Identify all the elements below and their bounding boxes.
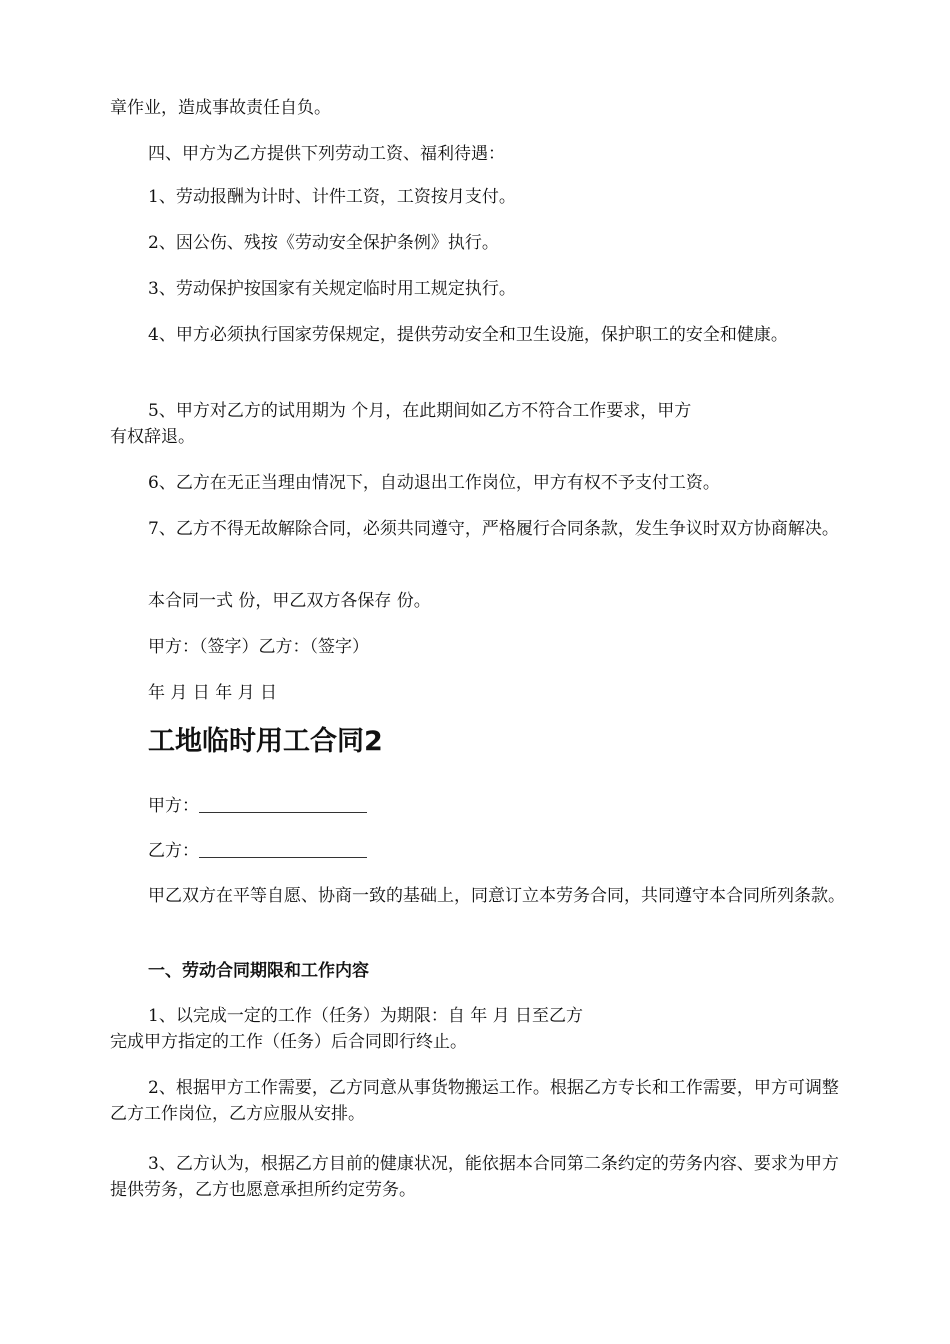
- paragraph-item-4: 4、甲方必须执行国家劳保规定，提供劳动安全和卫生设施，保护职工的安全和健康。: [148, 325, 788, 345]
- party-a-label: 甲方：: [148, 796, 199, 816]
- paragraph-intro: 甲乙双方在平等自愿、协商一致的基础上，同意订立本劳务合同，共同遵守本合同所列条款。: [148, 886, 845, 906]
- party-b-label: 乙方：: [148, 841, 199, 861]
- paragraph-item-3: 3、劳动保护按国家有关规定临时用工规定执行。: [148, 279, 516, 299]
- paragraph-section-four: 四、甲方为乙方提供下列劳动工资、福利待遇：: [148, 144, 505, 164]
- paragraph-item-1: 1、劳动报酬为计时、计件工资，工资按月支付。: [148, 187, 516, 207]
- clause-1-line2: 完成甲方指定的工作（任务）后合同即行终止。: [110, 1032, 467, 1052]
- clause-2: 2、根据甲方工作需要，乙方同意从事货物搬运工作。根据乙方专长和工作需要，甲方可调整乙方工作岗位，乙方应服从安排。: [110, 1078, 839, 1124]
- paragraph-copies: 本合同一式 份，甲乙双方各保存 份。: [148, 591, 431, 611]
- clause-3: 3、乙方认为，根据乙方目前的健康状况，能依据本合同第二条约定的劳务内容、要求为甲方提供劳务，乙方也愿意承担所约定劳务。: [110, 1154, 839, 1200]
- signature-line: 甲方：（签字）乙方：（签字）: [148, 637, 369, 657]
- party-b-line: [148, 838, 367, 864]
- paragraph-item-7: 7、乙方不得无故解除合同，必须共同遵守，严格履行合同条款，发生争议时双方协商解决。: [148, 519, 839, 539]
- party-a-line: [148, 793, 367, 819]
- date-line: 年 月 日 年 月 日: [148, 683, 278, 703]
- heading-contract-term: 一、劳动合同期限和工作内容: [148, 961, 369, 981]
- section-title: 工地临时用工合同2: [148, 726, 383, 757]
- paragraph-item-2: 2、因公伤、残按《劳动安全保护条例》执行。: [148, 233, 499, 253]
- party-b-blank: [199, 841, 367, 858]
- clause-1-line1: 1、以完成一定的工作（任务）为期限：自 年 月 日至乙方: [148, 1006, 584, 1026]
- paragraph-item-5-line1: 5、甲方对乙方的试用期为 个月，在此期间如乙方不符合工作要求，甲方: [148, 401, 692, 421]
- party-a-blank: [199, 796, 367, 813]
- paragraph-item-6: 6、乙方在无正当理由情况下，自动退出工作岗位，甲方有权不予支付工资。: [148, 473, 720, 493]
- paragraph-item-5-line2: 有权辞退。: [110, 427, 195, 447]
- paragraph-continuation: 章作业，造成事故责任自负。: [110, 98, 331, 118]
